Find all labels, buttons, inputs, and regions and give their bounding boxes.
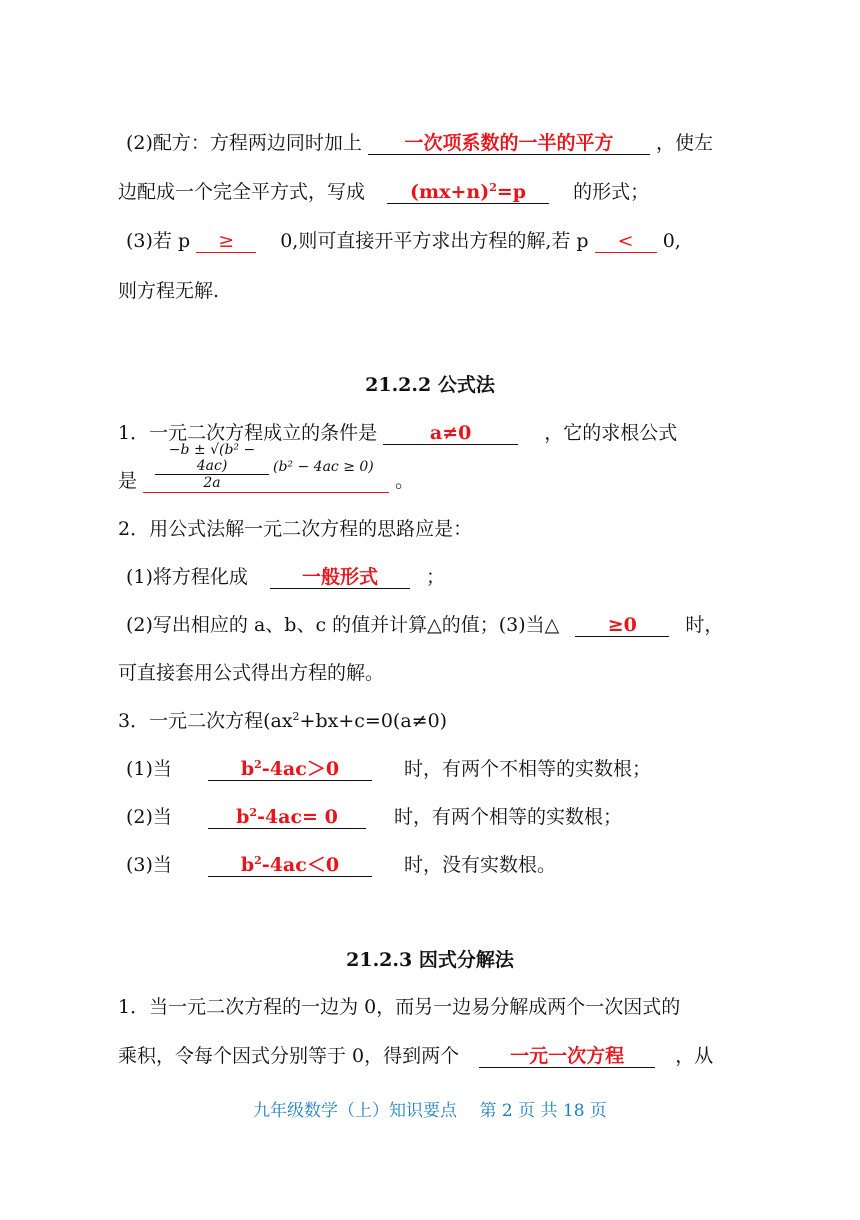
answer-blank [387,177,549,204]
formula-numerator: −b ± √(b² − 4ac) [155,442,269,475]
formula-denominator: 2a [203,475,221,491]
text-line [126,850,754,877]
text-line [126,128,754,155]
answer: $b^2-4ac>0$ [240,758,340,780]
text: (2)配方：方程两边同时加上 [126,132,362,154]
text: ，从 [675,1045,714,1067]
text: ； [426,566,446,588]
text-line [126,226,754,253]
text: ，它的求根公式 [544,422,678,444]
text-line [118,466,746,493]
answer: ≥ [218,230,235,252]
section-heading: 21.2.3 因式分解法 [346,949,514,971]
answer: a≠0 [429,422,472,444]
answer-blank [208,754,372,781]
answer: ≥0 [607,614,637,636]
section-heading: 21.2.2 公式法 [365,374,495,396]
formula-blank [143,470,389,493]
text-line [118,177,746,204]
answer: 一般形式 [301,566,378,588]
text-line [118,418,746,445]
text: 是 [118,470,138,492]
text: 乘积，令每个因式分别等于 0，得到两个 [118,1045,460,1067]
text: (3)当 [126,854,172,876]
text: 1．一元二次方程成立的条件是 [118,422,378,444]
text-line [126,754,754,781]
text: 时， [685,614,724,636]
page-footer: 九年级数学（上）知识要点 第 2 页 共 18 页 [253,1101,607,1121]
answer-blank [196,230,256,253]
text: (1)当 [126,758,172,780]
answer-blank [208,802,366,829]
text: (2)当 [126,806,172,828]
answer: $b^2-4ac<0$ [240,854,340,876]
text: 时，有两个不相等的实数根； [404,758,652,780]
text: 时，没有实数根。 [404,854,557,876]
text-line: 3．一元二次方程($ax^2+bx+c=0(a\ne 0)$ [118,710,448,732]
text-line: 2．用公式法解一元二次方程的思路应是： [118,518,473,540]
text: 0, [662,230,681,252]
answer-blank [383,422,518,445]
text: 边配成一个完全平方式，写成 [118,181,366,203]
answer-blank [270,566,410,589]
text: (3)若 p [126,230,191,252]
text-line [118,1041,746,1068]
answer-blank [595,230,657,253]
text: 的形式； [573,181,650,203]
text-line: 则方程无解. [118,280,220,302]
text-line [126,802,754,829]
answer: 一元一次方程 [510,1045,625,1067]
answer-blank [208,850,372,877]
text-line [126,610,754,637]
text: ，使左 [656,132,714,154]
answer: 一次项系数的一半的平方 [404,132,614,154]
answer-blank [575,614,669,637]
answer: $(mx+n)^2=p$ [410,181,527,203]
text: 时，有两个相等的实数根； [394,806,623,828]
text: (1)将方程化成 [126,566,248,588]
answer: $b^2-4ac= 0$ [236,806,338,828]
text-line: 可直接套用公式得出方程的解。 [118,662,385,684]
answer: < [617,230,634,252]
text: 。 [395,470,415,492]
text-line: 1．当一元二次方程的一边为 0，而另一边易分解成两个一次因式的 [118,996,681,1018]
text-line [126,562,754,589]
text: 0,则可直接开平方求出方程的解,若 p [280,230,589,252]
text: (2)写出相应的 a、b、c 的值并计算△的值；(3)当△ [126,614,560,636]
answer-blank [368,132,650,155]
formula-condition: (b² − 4ac ≥ 0) [273,458,374,475]
answer-blank [479,1045,655,1068]
